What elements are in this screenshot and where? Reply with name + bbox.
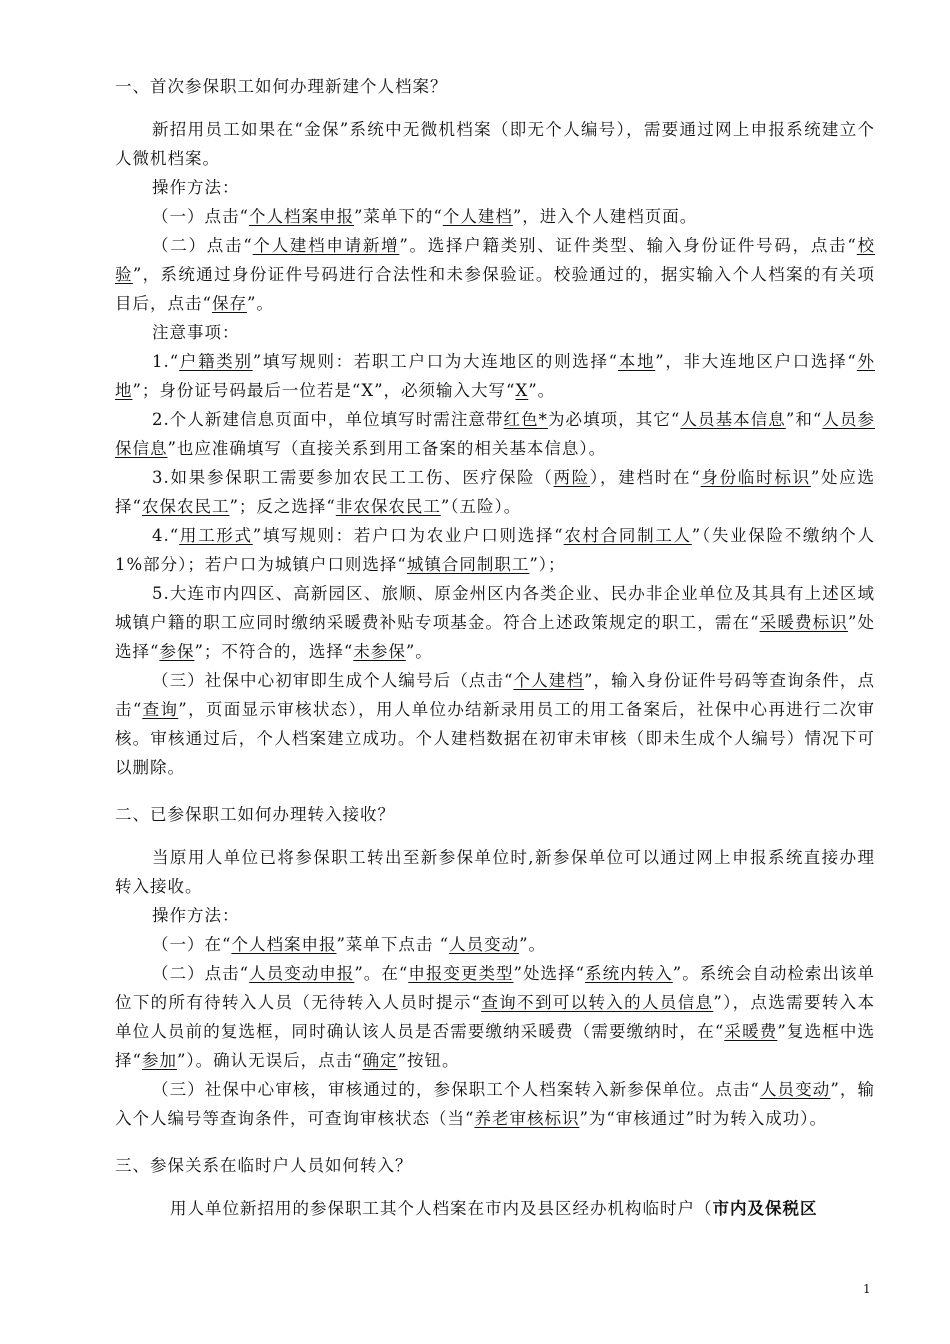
section-1-method-label: 操作方法：: [152, 178, 240, 197]
document-body: [115, 68, 875, 1223]
section-1-step-2: （二）点击“个人建档申请新增”。选择户籍类别、证件类型、输入身份证件号码，点击“校验”，系统通过身份证件号码进行合法性和未参保验证。校验通过的，据实输入个人档案的有关项目后，点击“保存”。: [115, 236, 876, 313]
section-2-step-3: （三）社保中心审核，审核通过的，参保职工个人档案转入新参保单位。点击“人员变动”，输入个人编号等查询条件，可查询审核状态（当“养老审核标识”为“审核通过”时为转入成功）。: [115, 1080, 876, 1128]
section-1-note-2: 2.个人新建信息页面中，单位填写时需注意带红色*为必填项，其它“人员基本信息”和“人员参保信息”也应准确填写（直接关系到用工备案的相关基本信息）。: [115, 410, 876, 458]
section-1-intro: 新招用员工如果在“金保”系统中无微机档案（即无个人编号），需要通过网上申报系统建立个人微机档案。: [115, 120, 875, 168]
section-3-title: 三、参保关系在临时户人员如何转入？: [115, 1156, 413, 1175]
section-3-intro: 用人单位新招用的参保职工其个人档案在市内及县区经办机构临时户（市内及保税区: [170, 1199, 818, 1218]
section-2-method-label: 操作方法：: [152, 906, 240, 925]
page-number: 1: [863, 1282, 871, 1296]
section-2-intro: 当原用人单位已将参保职工转出至新参保单位时,新参保单位可以通过网上申报系统直接办理转入接收。: [115, 848, 875, 896]
section-1-note-4: 4.“用工形式”填写规则：若户口为农业户口则选择“农村合同制工人”（失业保险不缴纳个人 1%部分）；若户口为城镇户口则选择“城镇合同制职工”）；: [115, 526, 876, 574]
section-1-note-3: 3.如果参保职工需要参加农民工工伤、医疗保险（两险），建档时在“身份临时标识”处应选择“农保农民工”；反之选择“非农保农民工”（五险）。: [115, 468, 876, 516]
section-2-title: 二、已参保职工如何办理转入接收？: [115, 805, 395, 824]
section-1-note-5: 5.大连市内四区、高新园区、旅顺、原金州区内各类企业、民办非企业单位及其具有上述区域城镇户籍的职工应同时缴纳采暖费补贴专项基金。符合上述政策规定的职工，需在“采暖费标识”处选择“参保”；不符合的，选择“未参保”。: [115, 584, 876, 661]
section-1-step-1: （一）点击“个人档案申报”菜单下的“个人建档”，进入个人建档页面。: [152, 207, 698, 226]
section-2-step-2: （二）点击“人员变动申报”。在“申报变更类型”处选择“系统内转入”。系统会自动检索出该单位下的所有待转入人员（无待转入人员时提示“查询不到可以转入的人员信息”），点选需要转入本单位人员前的复选框，同时确认该人员是否需要缴纳采暖费（需要缴纳时，在“采暖费”复选框中选择“参加”）。确认无误后，点击“确定”按钮。: [115, 964, 876, 1070]
section-1-step-3: （三）社保中心初审即生成个人编号后（点击“个人建档”，输入身份证件号码等查询条件，点击“查询”，页面显示审核状态），用人单位办结新录用员工的用工备案后，社保中心再进行二次审核。审核通过后，个人档案建立成功。个人建档数据在初审未审核（即未生成个人编号）情况下可以删除。: [115, 671, 876, 777]
section-2-step-1: （一）在“个人档案申报”菜单下点击 “人员变动”。: [152, 935, 546, 954]
section-1-title: 一、首次参保职工如何办理新建个人档案？: [115, 77, 448, 96]
section-1-note-1: 1.“户籍类别”填写规则：若职工户口为大连地区的则选择“本地”，非大连地区户口选择“外地”；身份证号码最后一位若是“X”，必须输入大写“X”。: [115, 352, 876, 400]
section-1-notes-label: 注意事项：: [152, 323, 240, 342]
